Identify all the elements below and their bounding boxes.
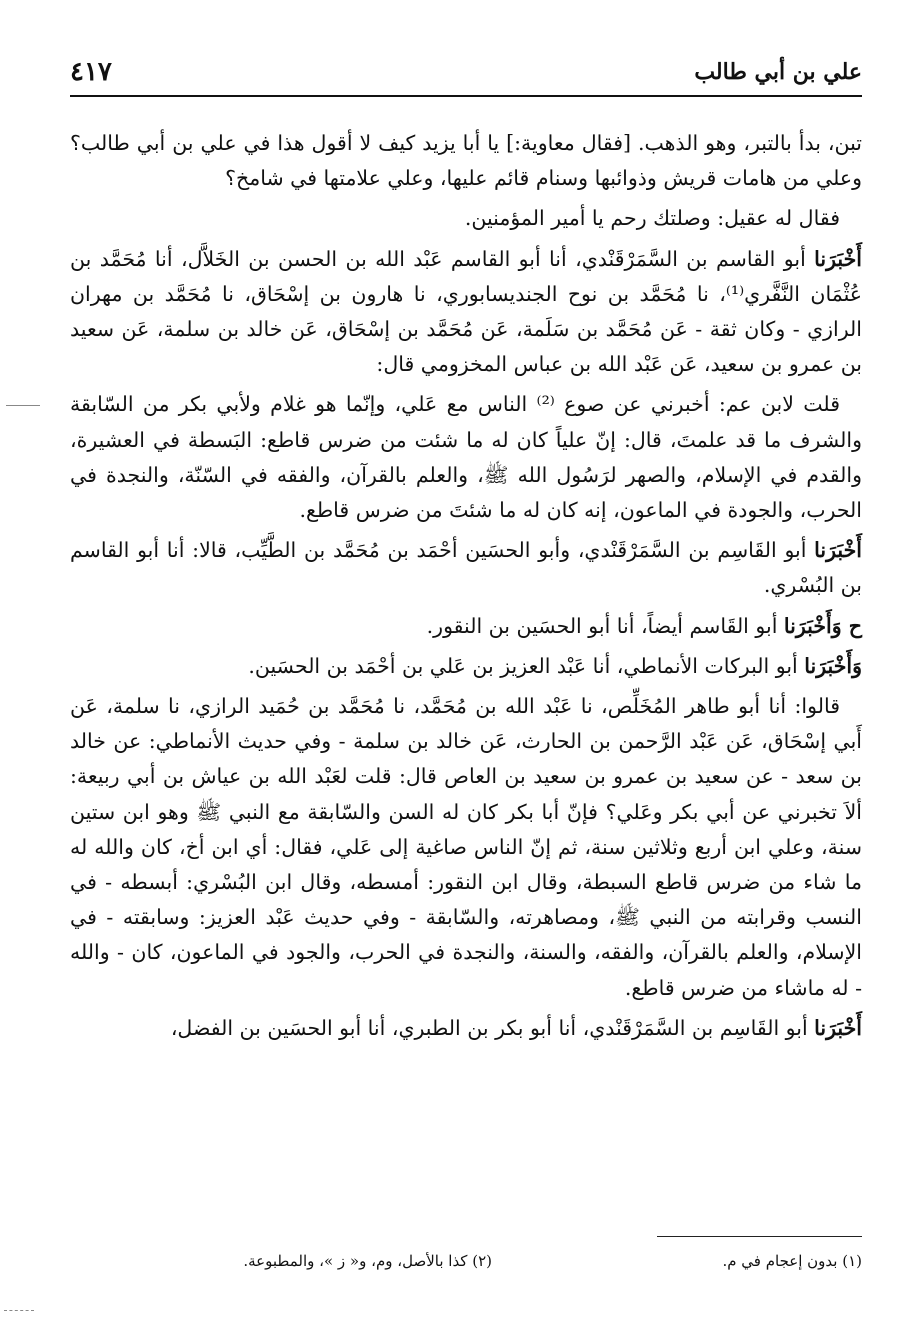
- paragraph: [70, 387, 862, 528]
- footnote-1: (١) بدون إعجام في م.: [722, 1252, 862, 1270]
- main-text: [70, 126, 862, 1051]
- paragraph-text: قالوا: أنا أبو طاهر المُخَلِّص، نا عَبْد الله بن مُحَمَّد، نا مُحَمَّد بن حُمَيد الرازي، نا سلمة، عَن أَبي إسْحَاق، عَن عَبْد الرَّحمن بن الحارث، عَن خالد بن سلمة - وفي حديث الأنماطي: عن خالد بن سعد - عن سعيد بن عمرو بن سعيد بن العاص قال: قلت لعَبْد الله بن عياش بن أبي ربيعة: ألاَ تخبرني عن أبي بكر وعَلي؟ فإنّ أبا بكر كان له السن والسّابقة مع النبي ﷺ وهو ابن ستين سنة، وعلي ابن أربع وثلاثين سنة، ثم إنّ الناس صاغية إلى عَلي، فقال: أي ابن أخ، كان والله له ما شاء من ضرس قاطع السبطة، وقال ابن النقور: أمسطه، وقال ابن البُسْري: أبسطه - في النسب وقرابته من النبي ﷺ، ومصاهرته، والسّابقة - وفي حديث عَبْد العزيز: وسابقته - في الإسلام، والعلم بالقرآن، والفقه، والسنة، والنجدة في الحرب، والجود في الماعون، كان - والله - له ماشاء من ضرس قاطع.: [70, 694, 862, 1000]
- paragraph: [70, 609, 862, 644]
- running-title: علي بن أبي طالب: [694, 59, 862, 85]
- paragraph-lead: وَأَخْبَرَنا: [804, 653, 862, 678]
- footnote-2: (٢) كذا بالأصل، وم، و« ز »، والمطبوعة.: [243, 1252, 492, 1270]
- paragraph: [70, 533, 862, 603]
- paragraph: [70, 201, 862, 236]
- paragraph-text: تبن، بدأ بالتبر، وهو الذهب. [فقال معاوية:] يا أبا يزيد كيف لا أقول هذا في علي بن أبي طالب؟ وعلي من هامات قريش وذوائبها وسنام قائم عليها، وعلي علامتها في شامخ؟: [70, 131, 862, 191]
- paragraph-text: قلت لابن عم: أخبرني عن صوع ⁽²⁾ الناس مع عَلي، وإنّما هو غلام ولأبي بكر من السّابقة والشرف ما قد علمتَ، قال: إنّ علياً كان له ما شئت من ضرس قاطع: البَسطة في العشيرة، والقدم في الإسلام، والصهر لرَسُول الله ﷺ، والعلم بالقرآن، والفقه في السّنّة، والنجدة في الحرب، والجودة في الماعون، إنه كان له ما شئتَ من ضرس قاطع.: [70, 392, 862, 523]
- paragraph: [70, 689, 862, 1006]
- page-number: ٤١٧: [70, 57, 112, 87]
- paragraph-lead: أَخْبَرَنا: [814, 1015, 862, 1040]
- paragraph-text: فقال له عقيل: وصلتك رحم يا أمير المؤمنين.: [464, 206, 840, 231]
- margin-mark: [4, 1310, 34, 1311]
- paragraph-lead: أَخْبَرَنا: [814, 538, 862, 563]
- paragraph-text: أبو القَاسِم بن السَّمَرْقَنْدي، أنا أبو بكر بن الطبري، أنا أبو الحسَين بن الفضل،: [170, 1015, 815, 1040]
- paragraph: [70, 649, 862, 684]
- paragraph: [70, 126, 862, 196]
- footnote-rule: [657, 1236, 862, 1237]
- margin-mark: [6, 405, 40, 406]
- paragraph-text: أبو البركات الأنماطي، أنا عَبْد العزيز بن عَلي بن أحْمَد بن الحسَين.: [248, 653, 805, 678]
- paragraph: [70, 242, 862, 383]
- running-header: [70, 55, 862, 97]
- paragraph-text: أبو القَاسِم بن السَّمَرْقَنْدي، وأبو الحسَين أحْمَد بن مُحَمَّد بن الطَّيِّب، قالا: أنا أبو القاسم بن البُسْري.: [70, 538, 862, 598]
- paragraph: [70, 1011, 862, 1046]
- paragraph-lead: أَخْبَرَنا: [814, 246, 862, 271]
- paragraph-lead: ح وَأَخْبَرَنا: [783, 613, 862, 638]
- paragraph-text: أبو القَاسم أيضاً، أنا أبو الحسَين بن النقور.: [426, 613, 784, 638]
- paragraph-text: أبو القاسم بن السَّمَرْقَنْدي، أنا أبو القاسم عَبْد الله بن الحسن بن الخَلاَّل، أنا مُحَمَّد بن عُثْمَان النَّفَّري⁽¹⁾، نا مُحَمَّد بن نوح الجنديسابوري، نا هارون بن إسْحَاق، نا مُحَمَّد بن مهران الرازي - وكان ثقة - عَن مُحَمَّد بن سَلَمة، عَن مُحَمَّد بن إسْحَاق، عَن خالد بن سلمة، عَن سعيد بن عمرو بن سعيد، عَن عَبْد الله بن عباس المخزومي قال:: [70, 246, 862, 377]
